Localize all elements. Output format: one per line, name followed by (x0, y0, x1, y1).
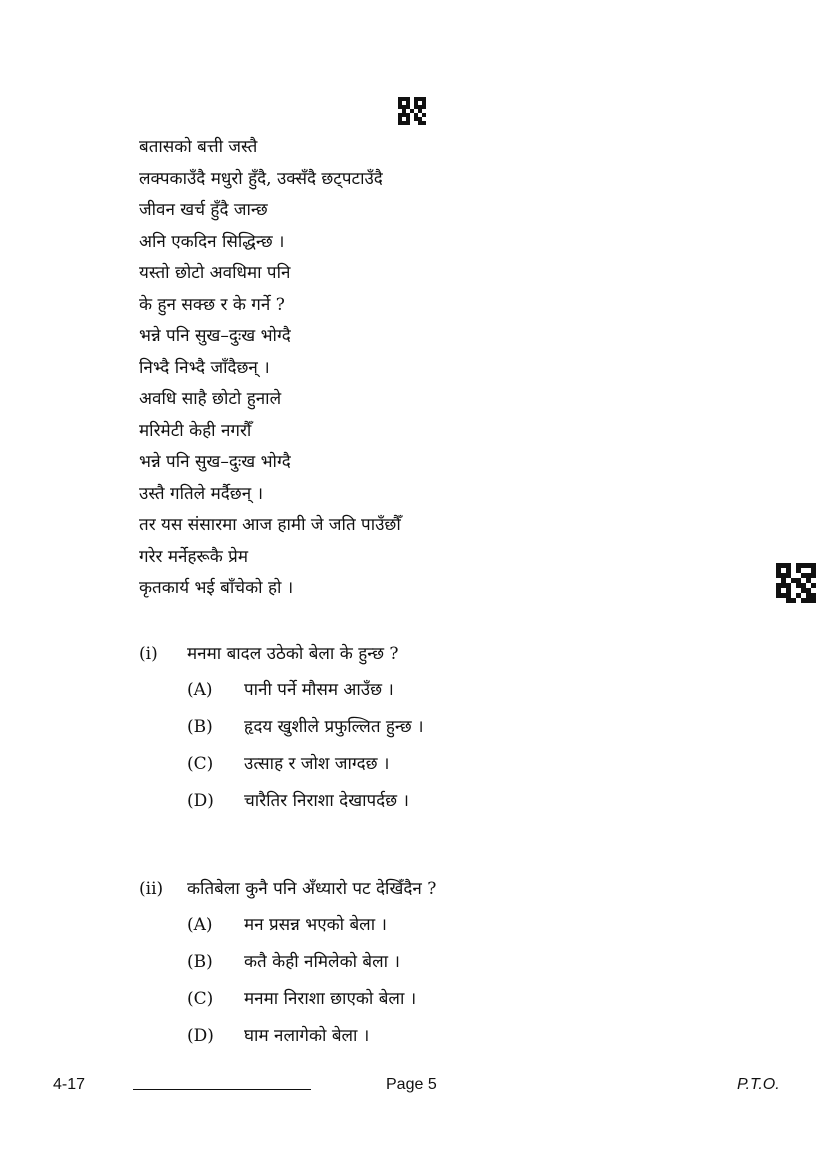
option-c (187, 981, 436, 1018)
option-text: घाम नलागेको बेला । (244, 1026, 370, 1046)
poem-line: कृतकार्य भई बाँचेको हो । (139, 578, 294, 598)
option-d (187, 783, 424, 820)
option-key: (B) (187, 952, 213, 972)
option-key: (A) (187, 680, 213, 700)
option-key: (B) (187, 717, 213, 737)
footer-rule (133, 1089, 311, 1090)
option-text: कतै केही नमिलेको बेला । (244, 952, 400, 972)
option-text: उत्साह र जोश जाग्दछ । (244, 754, 390, 774)
poem-line: उस्तै गतिले मर्दैछन् । (139, 483, 264, 504)
poem-line: जीवन खर्च हुँदै जान्छ (139, 200, 268, 220)
option-key: (C) (187, 989, 214, 1009)
question-text: कतिबेला कुनै पनि अँध्यारो पट देखिँदैन ? (187, 879, 437, 899)
paper-code: 4-17 (53, 1076, 86, 1093)
question-2 (139, 873, 436, 1055)
option-a (187, 672, 424, 709)
page-number: Page 5 (386, 1076, 437, 1093)
option-key: (C) (187, 754, 214, 774)
poem-line: अवधि साहै छोटो हुनाले (139, 389, 282, 409)
option-c (187, 746, 424, 783)
poem-line: तर यस संसारमा आज हामी जे जति पाउँछौँ (139, 515, 401, 535)
poem-line: के हुन सक्छ र के गर्ने ? (139, 294, 285, 315)
question-text: मनमा बादल उठेको बेला के हुन्छ ? (187, 644, 399, 664)
option-text: हृदय खुशीले प्रफुल्लित हुन्छ । (244, 717, 424, 737)
option-b (187, 709, 424, 746)
poem-line: मरिमेटी केही नगरौँ (139, 420, 252, 441)
option-key: (D) (187, 791, 214, 811)
poem-line: गरेर मर्नेहरूकै प्रेम (139, 546, 249, 567)
option-text: चारैतिर निराशा देखापर्दछ । (244, 791, 409, 811)
poem-line: बतासको बत्ती जस्तै (139, 137, 258, 157)
option-key: (D) (187, 1026, 214, 1046)
option-key: (A) (187, 915, 213, 935)
pto-label: P.T.O. (737, 1076, 780, 1093)
option-text: मन प्रसन्न भएको बेला । (244, 915, 387, 935)
poem-line: निभ्दै निभ्दै जाँदैछन् । (139, 357, 270, 378)
question-1 (139, 638, 424, 820)
question-number: (ii) (139, 879, 164, 899)
poem-line: अनि एकदिन सिद्धिन्छ । (139, 231, 285, 252)
option-text: पानी पर्ने मौसम आउँछ । (244, 680, 394, 700)
poem-line: भन्ने पनि सुख–दुःख भोग्दै (139, 326, 291, 346)
question-number: (i) (139, 644, 158, 664)
poem-line: यस्तो छोटो अवधिमा पनि (139, 263, 291, 283)
qr-code-icon (398, 97, 426, 125)
poem-line: लक्पकाउँदै मधुरो हुँदै, उक्सँदै छट्पटाउँदै (139, 168, 383, 189)
qr-code-icon (776, 563, 816, 603)
poem-line: भन्ने पनि सुख–दुःख भोग्दै (139, 452, 291, 472)
option-text: मनमा निराशा छाएको बेला । (244, 989, 417, 1009)
option-d (187, 1018, 436, 1055)
option-a (187, 907, 436, 944)
option-b (187, 944, 436, 981)
poem (139, 132, 401, 605)
